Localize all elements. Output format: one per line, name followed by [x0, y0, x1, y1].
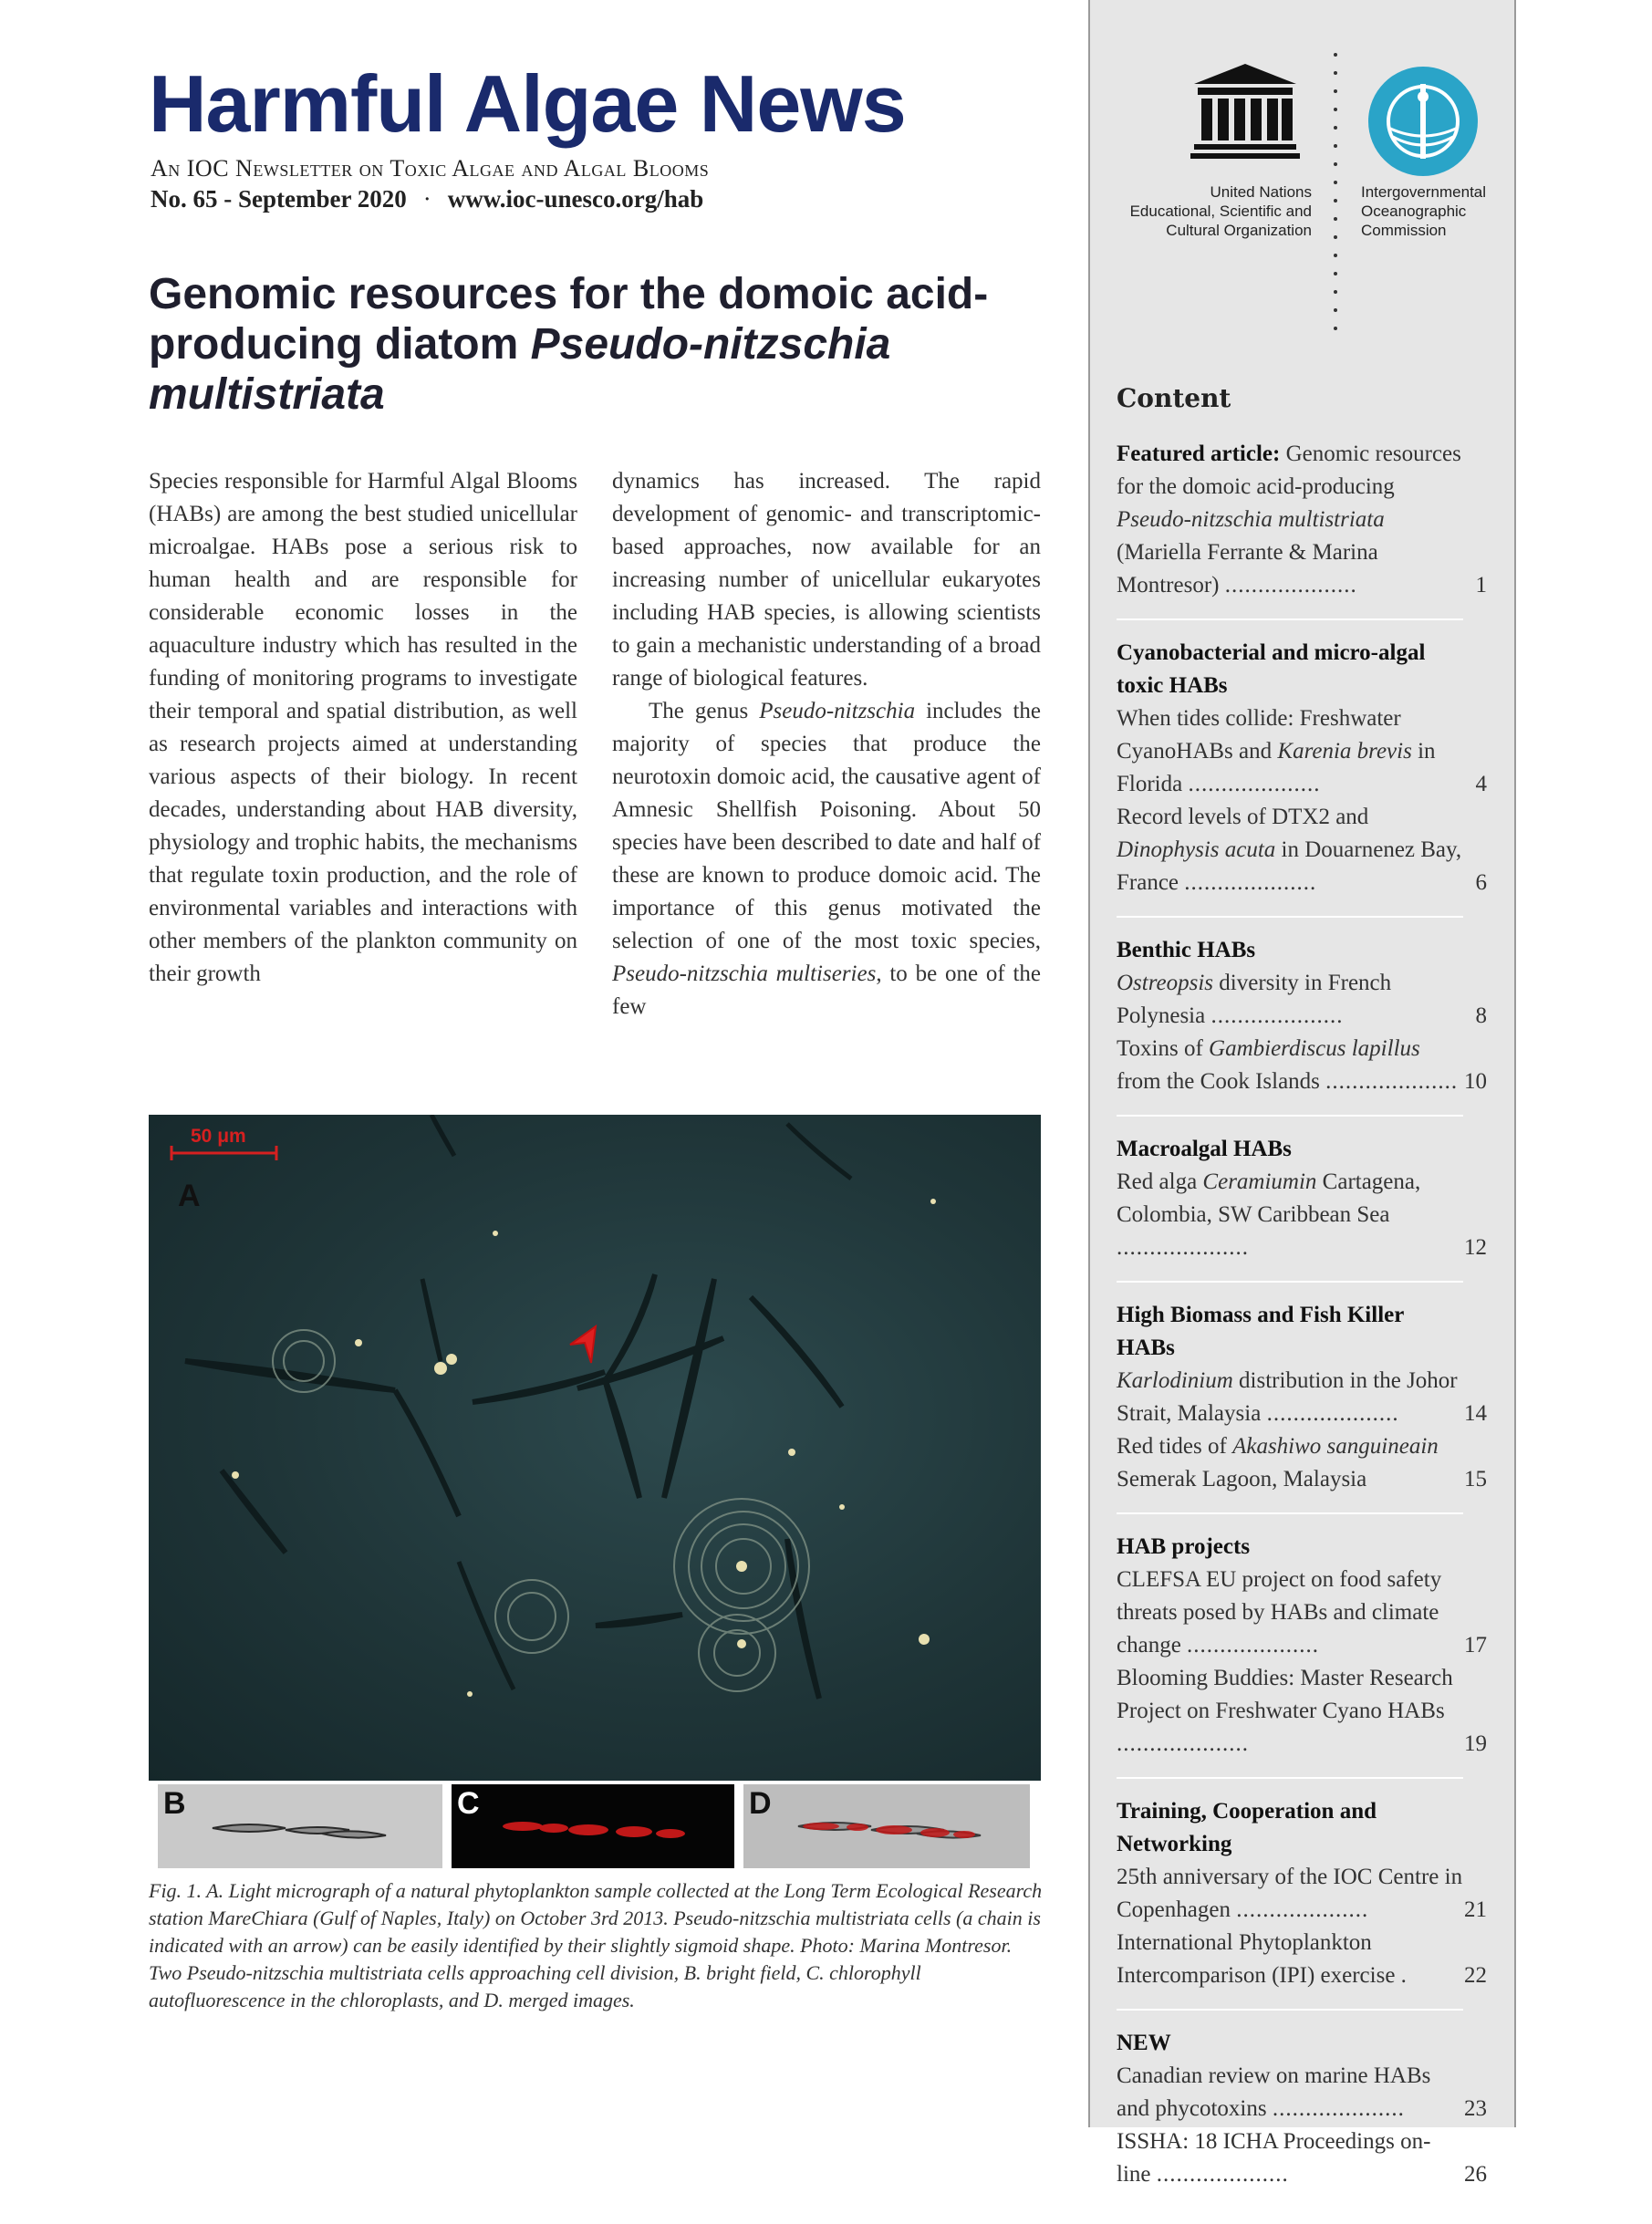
- toc-section: [1117, 1133, 1487, 1283]
- toc-entry[interactable]: [1117, 1564, 1487, 1662]
- toc-species: Karenia brevis: [1277, 739, 1412, 764]
- toc-entry[interactable]: [1117, 1861, 1487, 1927]
- toc-entry-text: distribution in the Johor Strait, Malaysia: [1117, 1368, 1458, 1426]
- toc-species: Gambierdiscus lapillus: [1209, 1036, 1420, 1061]
- toc-entry[interactable]: [1117, 1166, 1487, 1264]
- autofluorescence-image: [452, 1784, 734, 1868]
- toc-section-heading: High Biomass and Fish Killer HABs: [1117, 1303, 1404, 1360]
- toc-page-number: 26: [1464, 2162, 1487, 2187]
- arrow-pointer-icon: [570, 1326, 596, 1363]
- toc-section-heading: HAB projects: [1117, 1534, 1251, 1559]
- toc-leader: ....................: [1117, 1235, 1249, 1260]
- toc-entry-text: in Douarnenez Bay, France: [1117, 837, 1462, 895]
- toc-entry[interactable]: [1117, 1365, 1487, 1430]
- toc-entry-text: (Mariella Ferrante & Marina Montresor): [1117, 540, 1378, 598]
- toc-entry[interactable]: [1117, 2060, 1487, 2125]
- panel-label-a: A: [178, 1179, 201, 1213]
- text-run: , to be one of the few: [612, 961, 1042, 1019]
- toc-section: [1117, 1299, 1487, 1514]
- micrograph-panel-d: [743, 1784, 1030, 1868]
- species-name: Pseudo-nitzschia multiseries: [612, 961, 877, 986]
- toc-species: Dinophysis acuta: [1117, 837, 1276, 862]
- toc-entry[interactable]: [1117, 1430, 1487, 1496]
- toc-leader: ....................: [1187, 1633, 1320, 1658]
- micrograph-panel-b: [158, 1784, 442, 1868]
- article-title-species: Pseudo-nitzschia multistriata: [149, 320, 891, 419]
- toc-entry[interactable]: [1117, 438, 1487, 602]
- toc-section: [1117, 2027, 1487, 2208]
- toc-species: Akashiwo sanguineain: [1232, 1434, 1439, 1459]
- unesco-name-line: Cultural Organization: [1166, 222, 1312, 239]
- toc-species: Ostreopsis: [1117, 971, 1214, 995]
- toc-entry[interactable]: [1117, 2125, 1487, 2191]
- article-title-main: Genomic resources for the domoic acid-producing diatom: [149, 270, 989, 369]
- toc-entry-text: Blooming Buddies: Master Research Project on Freshwater Cyano HABs: [1117, 1666, 1453, 1723]
- toc-leader: ....................: [1224, 573, 1357, 598]
- toc-entry-text: diversity in French Polynesia: [1117, 971, 1392, 1028]
- micrograph-image: [149, 1115, 1041, 1781]
- article-paragraph: dynamics has increased. The rapid development of genomic- and transcriptomic-based approaches, now available for an increasing number of unicellular eukaryotes including HAB species, is allowing scientists to gain a mechanistic understanding of a broad range of biological features.: [612, 469, 1041, 691]
- toc-entry-text: Record levels of DTX2 and: [1117, 805, 1369, 829]
- newsletter-title: Harmful Algae News: [149, 58, 906, 149]
- issue-number: No. 65 - September 2020: [151, 185, 407, 213]
- toc-species: Pseudo-nitzschia multistriata: [1117, 507, 1385, 532]
- issue-line: [151, 185, 703, 213]
- toc-entry[interactable]: [1117, 1927, 1487, 1992]
- toc-section-heading: Cyanobacterial and micro-algal toxic HABs: [1117, 640, 1426, 698]
- toc-entry-text: Red tides of: [1117, 1434, 1233, 1459]
- ioc-name-line: Intergovernmental: [1361, 183, 1487, 201]
- panel-label-d: D: [749, 1786, 772, 1821]
- toc-page-number: 12: [1464, 1235, 1487, 1260]
- toc-page-number: 19: [1464, 1731, 1487, 1756]
- toc-species: Ceramiumin: [1202, 1169, 1317, 1194]
- issue-separator: ·: [422, 185, 431, 213]
- toc-page-number: 10: [1464, 1069, 1487, 1094]
- toc-page-number: 8: [1475, 1003, 1487, 1028]
- toc-entry[interactable]: [1117, 1033, 1487, 1098]
- toc-species: Karlodinium: [1117, 1368, 1233, 1393]
- bright-field-image: [158, 1784, 442, 1868]
- toc-entry-text: Red alga: [1117, 1169, 1203, 1194]
- toc-section: [1117, 934, 1487, 1117]
- toc-entry-text: When tides collide: Freshwater CyanoHABs and: [1117, 706, 1401, 764]
- toc-entry[interactable]: [1117, 1662, 1487, 1761]
- ioc-name: [1361, 182, 1512, 240]
- article-paragraph: Species responsible for Harmful Algal Blooms (HABs) are among the best studied unicellular microalgae. HABs pose a serious risk to human health and are responsible for considerable economic losses in the aquaculture industry which has resulted in the funding of monitoring programs to investigate their temporal and spatial distribution, as well as research projects aimed at understanding various aspects of their biology. In recent decades, understanding about HAB diversity, physiology and trophic habits, the mechanisms that regulate toxin production, and the role of environmental variables and interactions with other members of the plankton community on their growth: [149, 469, 577, 986]
- toc-leader: ....................: [1236, 1897, 1369, 1922]
- ioc-name-line: Commission: [1361, 222, 1447, 239]
- toc-section-heading: Macroalgal HABs: [1117, 1137, 1292, 1161]
- unesco-name-line: Educational, Scientific and: [1129, 203, 1312, 220]
- micrograph-panel-a: [149, 1115, 1041, 1781]
- toc-entry-text: Canadian review on marine HABs and phycotoxins: [1117, 2063, 1431, 2121]
- toc-leader: ....................: [1325, 1069, 1459, 1094]
- toc-entry-text: 25th anniversary of the IOC Centre in Copenhagen: [1117, 1865, 1463, 1922]
- unesco-temple-icon: [1190, 60, 1300, 161]
- toc-page-number: 1: [1475, 573, 1487, 598]
- unesco-name: [1104, 182, 1312, 240]
- unesco-name-line: United Nations: [1210, 183, 1312, 201]
- micrograph-panel-c: [452, 1784, 734, 1868]
- article-column-2: [612, 465, 1041, 1024]
- article-paragraph: [612, 695, 1041, 1024]
- toc-section-heading: Benthic HABs: [1117, 938, 1256, 962]
- toc-leader: ....................: [1188, 772, 1321, 796]
- merged-image: [743, 1784, 1030, 1868]
- toc-entry-text: from the Cook Islands: [1117, 1069, 1326, 1094]
- contents-heading: Content: [1117, 383, 1231, 413]
- toc-section: [1117, 1531, 1487, 1779]
- ioc-name-line: Oceanographic: [1361, 203, 1467, 220]
- toc-entry[interactable]: [1117, 702, 1487, 801]
- text-run: includes the majority of species that produce the neurotoxin domoic acid, the causative agent of Amnesic Shellfish Poisoning. About 50 species have been described to date and half of these are known to produce domoic acid. The importance of this genus motivated the selection of one of the most toxic species,: [612, 699, 1041, 953]
- toc-entry-text: Genomic resources for the domoic acid-producing: [1117, 442, 1461, 499]
- toc-entry-text: ISSHA: 18 ICHA Proceedings on-line: [1117, 2129, 1431, 2187]
- article-column-1: [149, 465, 577, 991]
- toc-section-heading: Training, Cooperation and Networking: [1117, 1799, 1377, 1856]
- toc-leader: ....................: [1210, 1003, 1344, 1028]
- toc-entry-text: CLEFSA EU project on food safety threats posed by HABs and climate change: [1117, 1567, 1442, 1658]
- toc-leader: ....................: [1156, 2162, 1289, 2187]
- toc-page-number: 14: [1464, 1401, 1487, 1426]
- toc-page-number: 23: [1464, 2096, 1487, 2121]
- toc-page-number: 4: [1475, 772, 1487, 796]
- species-name: Pseudo-nitzschia: [759, 699, 916, 723]
- table-of-contents: [1117, 438, 1487, 2224]
- toc-page-number: 17: [1464, 1633, 1487, 1658]
- toc-leader: ....................: [1117, 1731, 1249, 1756]
- toc-entry-text: Cartagena, Colombia, SW Caribbean Sea: [1117, 1169, 1421, 1227]
- toc-section: [1117, 637, 1487, 918]
- dotted-divider: [1334, 51, 1337, 343]
- scale-bar-label: 50 μm: [191, 1126, 246, 1147]
- figure-caption: Fig. 1. A. Light micrograph of a natural phytoplankton sample collected at the Long Term Ecological Research station MareChiara (Gulf of Naples, Italy) on October 3rd 2013. Pseudo-nitzschia multistriata cells (a chain is indicated with an arrow) can be easily identified by their slightly sigmoid shape. Photo: Marina Montresor. Two Pseudo-nitzschia multistriata cells approaching cell division, B. bright field, C. chlorophyll autofluorescence in the chloroplasts, and D. merged images.: [149, 1879, 1043, 2011]
- toc-section: [1117, 1795, 1487, 2011]
- toc-entry[interactable]: [1117, 967, 1487, 1033]
- toc-page-number: 21: [1464, 1897, 1487, 1922]
- toc-section-heading: NEW: [1117, 2031, 1171, 2055]
- toc-page-number: 22: [1464, 1963, 1487, 1988]
- toc-page-number: 15: [1464, 1467, 1487, 1491]
- toc-section: [1117, 438, 1487, 620]
- toc-leader: ....................: [1266, 1401, 1399, 1426]
- article-title: [149, 269, 1043, 420]
- toc-leader: ....................: [1184, 870, 1317, 895]
- website-link[interactable]: www.ioc-unesco.org/hab: [447, 185, 704, 213]
- newsletter-subtitle: An IOC Newsletter on Toxic Algae and Algal Blooms: [151, 155, 710, 182]
- toc-entry-text: International Phytoplankton Intercomparison (IPI) exercise .: [1117, 1930, 1407, 1988]
- toc-page-number: 6: [1475, 870, 1487, 895]
- panel-label-c: C: [457, 1786, 480, 1821]
- ioc-globe-icon: [1366, 64, 1481, 179]
- toc-entry-text: Semerak Lagoon, Malaysia: [1117, 1467, 1367, 1491]
- text-run: The genus: [649, 699, 760, 723]
- toc-section-heading: Featured article:: [1117, 442, 1281, 466]
- panel-label-b: B: [163, 1786, 186, 1821]
- toc-leader: ....................: [1272, 2096, 1405, 2121]
- toc-entry-text: in Florida: [1117, 739, 1436, 796]
- toc-entry[interactable]: [1117, 801, 1487, 899]
- toc-entry-text: Toxins of: [1117, 1036, 1210, 1061]
